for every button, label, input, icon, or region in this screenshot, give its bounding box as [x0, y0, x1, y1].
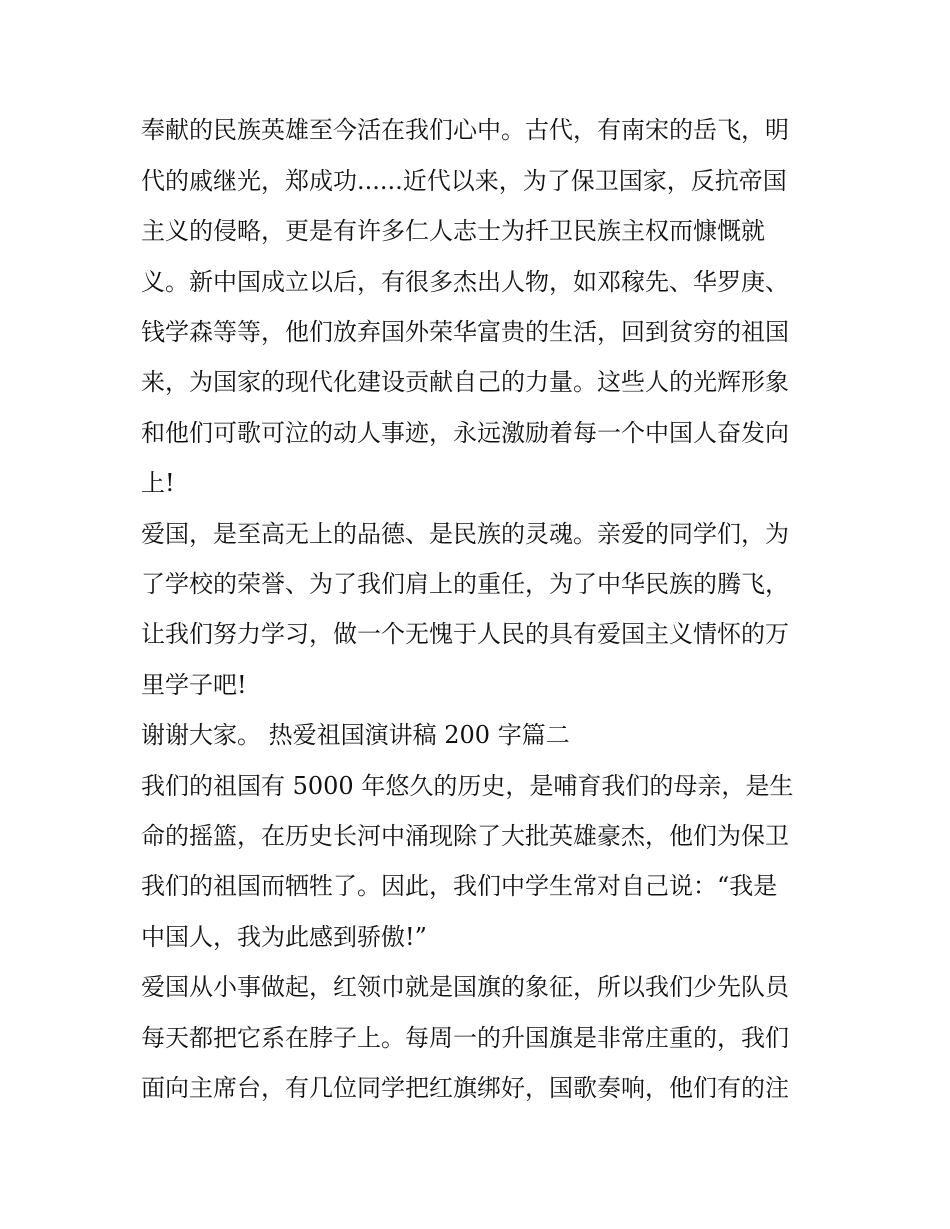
text-line: 爱国，是至高无上的品德、是民族的灵魂。亲爱的同学们，为: [141, 520, 789, 548]
text-line: 上!: [141, 469, 175, 497]
text-line: 代的戚继光，郑成功......近代以来，为了保卫国家，反抗帝国: [141, 167, 787, 195]
text-line: 我们的祖国而牺牲了。因此，我们中学生常对自己说：“我是: [141, 872, 778, 900]
text-line: 让我们努力学习，做一个无愧于人民的具有爱国主义情怀的万: [141, 620, 789, 648]
text-line: 来，为国家的现代化建设贡献自己的力量。这些人的光辉形象: [141, 368, 789, 396]
text-line: 里学子吧!: [141, 671, 247, 699]
text-line: 中国人，我为此感到骄傲!”: [141, 923, 427, 951]
text-line: 钱学森等等，他们放弃国外荣华富贵的生活，回到贫穷的祖国: [141, 318, 789, 346]
text-line: 我们的祖国有 5000 年悠久的历史，是哺育我们的母亲，是生: [141, 772, 794, 800]
text-line: 和他们可歌可泣的动人事迹，永远激励着每一个中国人奋发向: [141, 419, 789, 447]
text-line: 每天都把它系在脖子上。每周一的升国旗是非常庄重的，我们: [141, 1024, 789, 1052]
text-line: 义。新中国成立以后，有很多杰出人物，如邓稼先、华罗庚、: [141, 268, 789, 296]
text-line: 爱国从小事做起，红领巾就是国旗的象征，所以我们少先队员: [141, 973, 789, 1001]
text-line: 命的摇篮，在历史长河中涌现除了大批英雄豪杰，他们为保卫: [141, 822, 789, 850]
section-heading-line: 谢谢大家。 热爱祖国演讲稿 200 字篇二: [141, 721, 570, 749]
text-line: 面向主席台，有几位同学把红旗绑好，国歌奏响，他们有的注: [141, 1074, 789, 1102]
text-line: 了学校的荣誉、为了我们肩上的重任，为了中华民族的腾飞，: [141, 570, 789, 598]
text-line: 奉献的民族英雄至今活在我们心中。古代，有南宋的岳飞，明: [141, 116, 789, 144]
text-line: 主义的侵略，更是有许多仁人志士为扦卫民族主权而慷慨就: [141, 217, 765, 245]
